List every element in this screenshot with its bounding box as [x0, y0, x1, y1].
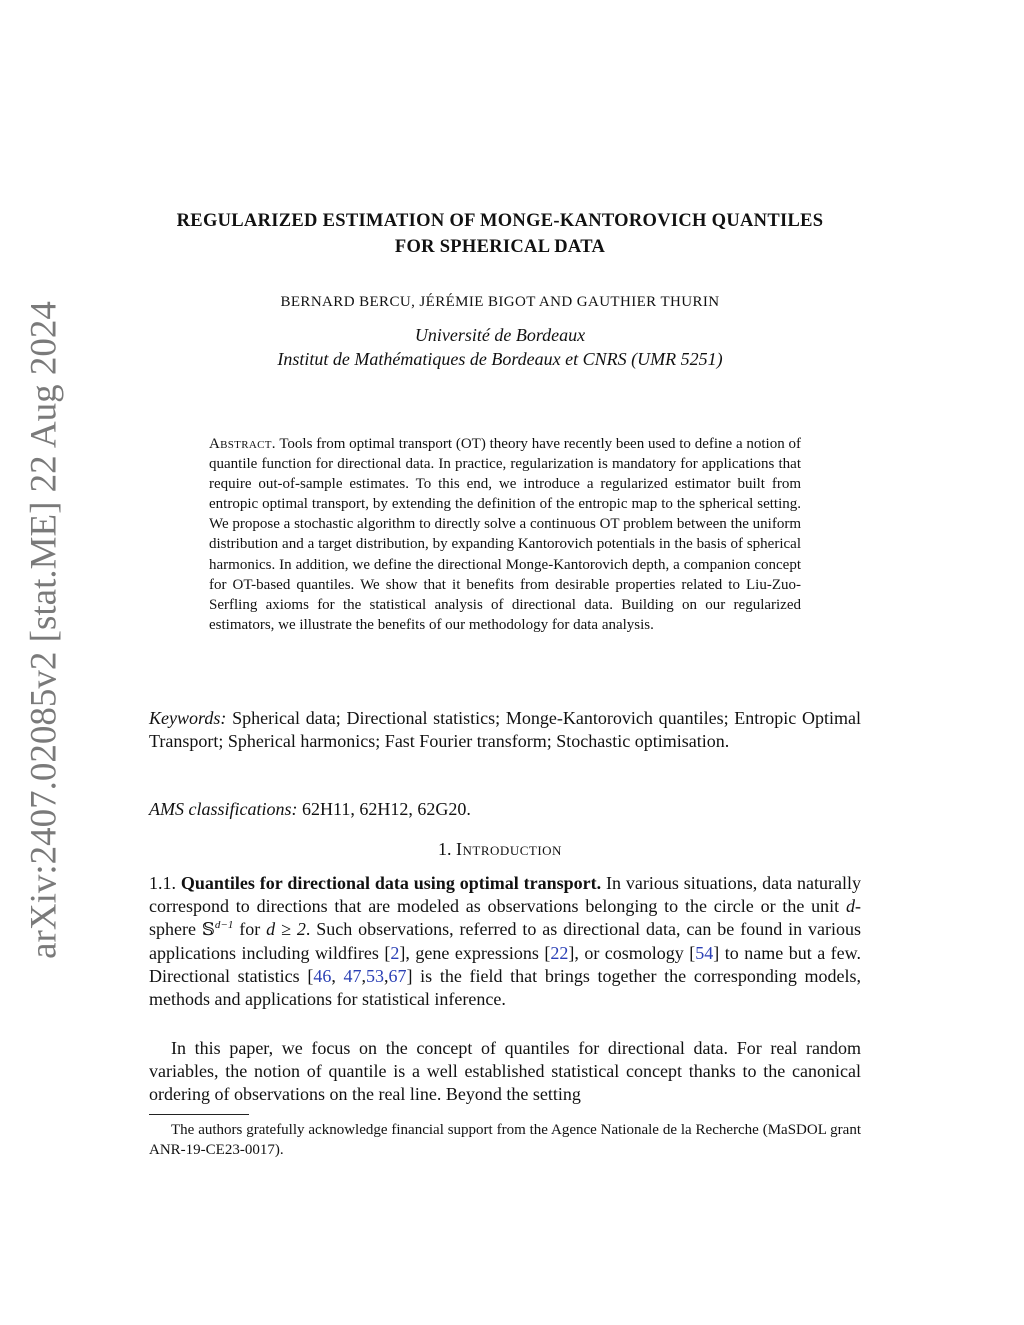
subsection-title: Quantiles for directional data using optimal transport. [180, 873, 602, 893]
math-d-condition: d ≥ 2 [266, 919, 306, 940]
ams-text: 62H11, 62H12, 62G20. [301, 799, 471, 819]
abstract-text: Tools from optimal transport (OT) theory have recently been used to define a notion of quantile function for directional data. In practice, regularization is mandatory for applications that require out-of-sample estimates. To this end, we introduce a regularized estimator built from entropic optimal transport, by extending the definition of the entropic map to the spherical setting. We propose a stochastic algorithm to directly solve a continuous OT problem between the uniform distribution and a target distribution, by expanding Kantorovich potentials in the basis of spherical harmonics. In addition, we define the directional Monge-Kantorovich depth, a companion concept for OT-based quantiles. We show that it benefits from desirable properties related to Liu-Zuo-Serfling axioms for the statistical analysis of directional data. Building on our regularized estimators, we illustrate the benefits of our methodology for data analysis. [209, 436, 802, 633]
paragraph-this-paper: In this paper, we focus on the concept of quantiles for directional data. For real random variables, the notion of quantile is a well established statistical concept thanks to the canonical ordering of observations on the real line. Beyond the setting [149, 1038, 861, 1105]
section-heading-introduction [140, 839, 860, 860]
paragraph1-part2: . Such observations, referred to as directional data, can be found in various applications including wildfires [149, 919, 861, 963]
sphere-word: -sphere [149, 896, 861, 940]
citation-link[interactable]: 67 [388, 965, 407, 986]
keywords-text: Spherical data; Directional statistics; Monge-Kantorovich quantiles; Entropic Optimal Transport; Spherical harmonics; Fast Fourier transform; Stochastic optimisation. [149, 708, 862, 752]
paragraph-quantiles-directional: 1.1. Quantiles for directional data using optimal transport. In various situations, data naturally correspond to directions that are modeled as observations belonging to the circle or the unit d-sphere 𝕊$^{d-1}$ for d ≥ 2. Such observations, referred to as directional data, can be found in various applications including wildfires [2], gene expressions [22], or cosmology [54] to name but a few. Directional statistics [46, 47,53,67] is the field that brings together the corresponding models, methods and applications for statistical inference. [149, 873, 861, 1010]
paragraph1-part1: In various situations, data naturally correspond to directions that are modeled as observations belonging to the circle or the unit [149, 873, 861, 917]
section-number: 1. [438, 839, 452, 859]
footnote-funding: The authors gratefully acknowledge financial support from the Agence Nationale de la Recherche (MaSDOL grant ANR-19-CE23-0017). [149, 1122, 861, 1158]
title-line-2: FOR SPHERICAL DATA [394, 237, 606, 257]
subsection-number: 1.1. [149, 873, 176, 893]
affiliation-institute: Institut de Mathématiques de Bordeaux et CNRS (UMR 5251) [277, 349, 723, 369]
citation-link[interactable]: 2 [390, 942, 400, 963]
abstract [209, 434, 801, 635]
paragraph1-part5: to name but a few. Directional statistics [149, 942, 861, 986]
sphere-symbol: 𝕊 [201, 919, 215, 940]
author-list: BERNARD BERCU, JÉRÉMIE BIGOT AND GAUTHIER THURIN [280, 294, 720, 310]
keywords-label: Keywords: [149, 708, 227, 728]
citation-link[interactable]: 47 [343, 965, 362, 986]
citation-link[interactable]: 54 [695, 942, 714, 963]
citation-link[interactable]: 46 [313, 965, 332, 986]
math-d: d [846, 896, 855, 917]
paragraph1-part6: is the field that brings together the corresponding models, methods and applications for statistical inference. [149, 965, 861, 1010]
ams-label: AMS classifications: [149, 799, 298, 819]
sphere-exponent: d−1 [214, 919, 234, 932]
paragraph1-part3: , gene expressions [405, 942, 539, 963]
abstract-label: Abstract. [209, 436, 276, 452]
affiliation-university: Université de Bordeaux [414, 325, 586, 345]
footnote-divider [149, 1114, 249, 1115]
citation-link[interactable]: 22 [550, 942, 569, 963]
for-word: for [239, 919, 261, 940]
title-line-1: REGULARIZED ESTIMATION OF MONGE-KANTOROVICH QUANTILES [176, 211, 824, 231]
arxiv-identifier-stamp: arXiv:2407.02085v2 [stat.ME] 22 Aug 2024 [23, 301, 65, 959]
paper-title [140, 208, 860, 260]
section-title: Introduction [456, 839, 562, 859]
ams-classifications [149, 798, 861, 821]
citation-link[interactable]: 53 [366, 965, 384, 986]
paragraph1-part4: , or cosmology [574, 942, 684, 963]
keywords [149, 707, 861, 753]
